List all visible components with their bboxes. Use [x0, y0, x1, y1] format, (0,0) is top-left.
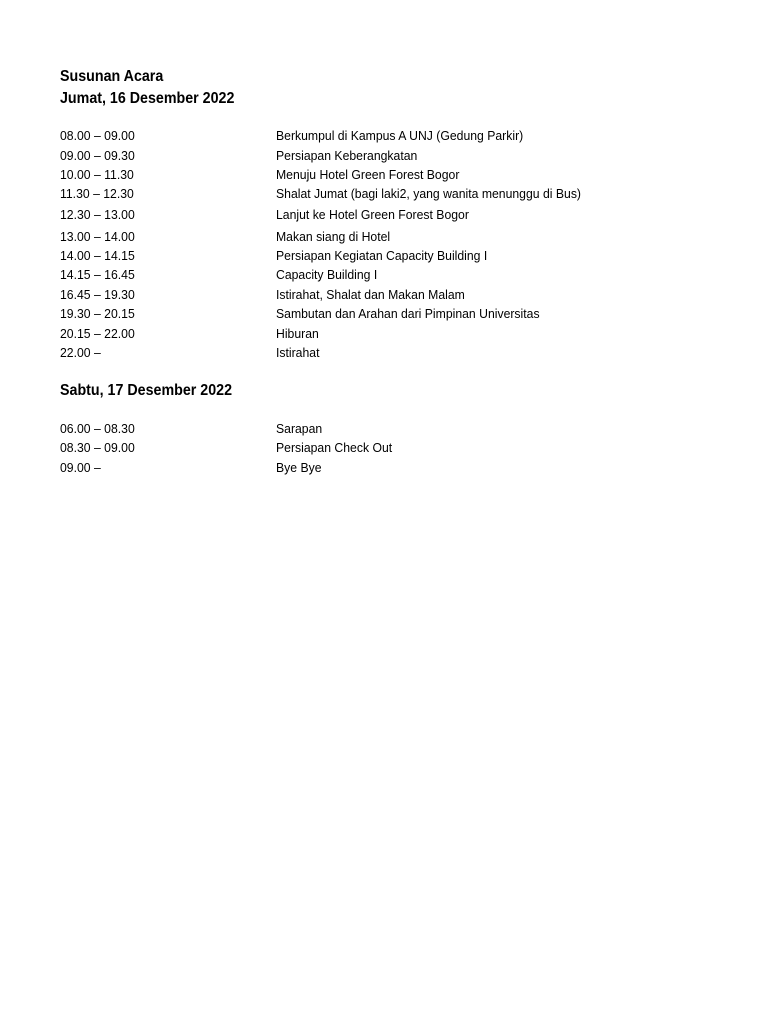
schedule-time: 06.00 – 08.30 [60, 421, 135, 436]
schedule-row [60, 147, 700, 165]
schedule-row [60, 325, 700, 343]
schedule-time: 13.00 – 14.00 [60, 229, 135, 244]
schedule-activity: Istirahat, Shalat dan Makan Malam [276, 287, 465, 302]
schedule-activity: Berkumpul di Kampus A UNJ (Gedung Parkir) [276, 128, 524, 143]
schedule-row [60, 420, 700, 438]
schedule-activity: Persiapan Keberangkatan [276, 148, 418, 163]
schedule-row [60, 344, 700, 362]
schedule-time: 09.00 – 09.30 [60, 148, 135, 163]
day2-heading: Sabtu, 17 Desember 2022 [60, 382, 233, 399]
schedule-time: 19.30 – 20.15 [60, 306, 135, 321]
schedule-time: 08.30 – 09.00 [60, 440, 135, 455]
schedule-activity: Bye Bye [276, 460, 322, 475]
schedule-time: 11.30 – 12.30 [60, 186, 134, 201]
schedule-activity: Menuju Hotel Green Forest Bogor [276, 167, 460, 182]
schedule-row [60, 127, 700, 145]
day1-heading: Jumat, 16 Desember 2022 [60, 90, 235, 107]
schedule-time: 10.00 – 11.30 [60, 167, 134, 182]
schedule-row [60, 185, 700, 203]
schedule-time: 20.15 – 22.00 [60, 326, 135, 341]
schedule-row [60, 305, 700, 323]
schedule-activity: Lanjut ke Hotel Green Forest Bogor [276, 207, 469, 222]
schedule-time: 08.00 – 09.00 [60, 128, 135, 143]
schedule-activity: Sambutan dan Arahan dari Pimpinan Universitas [276, 306, 540, 321]
schedule-row [60, 266, 700, 284]
schedule-row [60, 247, 700, 265]
schedule-activity: Capacity Building I [276, 267, 378, 282]
schedule-time: 16.45 – 19.30 [60, 287, 135, 302]
schedule-activity: Persiapan Kegiatan Capacity Building I [276, 248, 488, 263]
schedule-activity: Shalat Jumat (bagi laki2, yang wanita menunggu di Bus) [276, 186, 582, 201]
schedule-time: 22.00 – [60, 345, 101, 360]
schedule-activity: Hiburan [276, 326, 319, 341]
document-title: Susunan Acara [60, 68, 164, 85]
schedule-row [60, 166, 700, 184]
schedule-activity: Makan siang di Hotel [276, 229, 391, 244]
schedule-time: 09.00 – [60, 460, 101, 475]
schedule-row [60, 228, 700, 246]
schedule-row [60, 459, 700, 477]
schedule-activity: Istirahat [276, 345, 320, 360]
schedule-activity: Sarapan [276, 421, 323, 436]
schedule-row [60, 206, 700, 224]
schedule-row [60, 439, 700, 457]
schedule-row [60, 286, 700, 304]
schedule-time: 12.30 – 13.00 [60, 207, 135, 222]
schedule-activity: Persiapan Check Out [276, 440, 393, 455]
schedule-time: 14.15 – 16.45 [60, 267, 135, 282]
schedule-time: 14.00 – 14.15 [60, 248, 135, 263]
